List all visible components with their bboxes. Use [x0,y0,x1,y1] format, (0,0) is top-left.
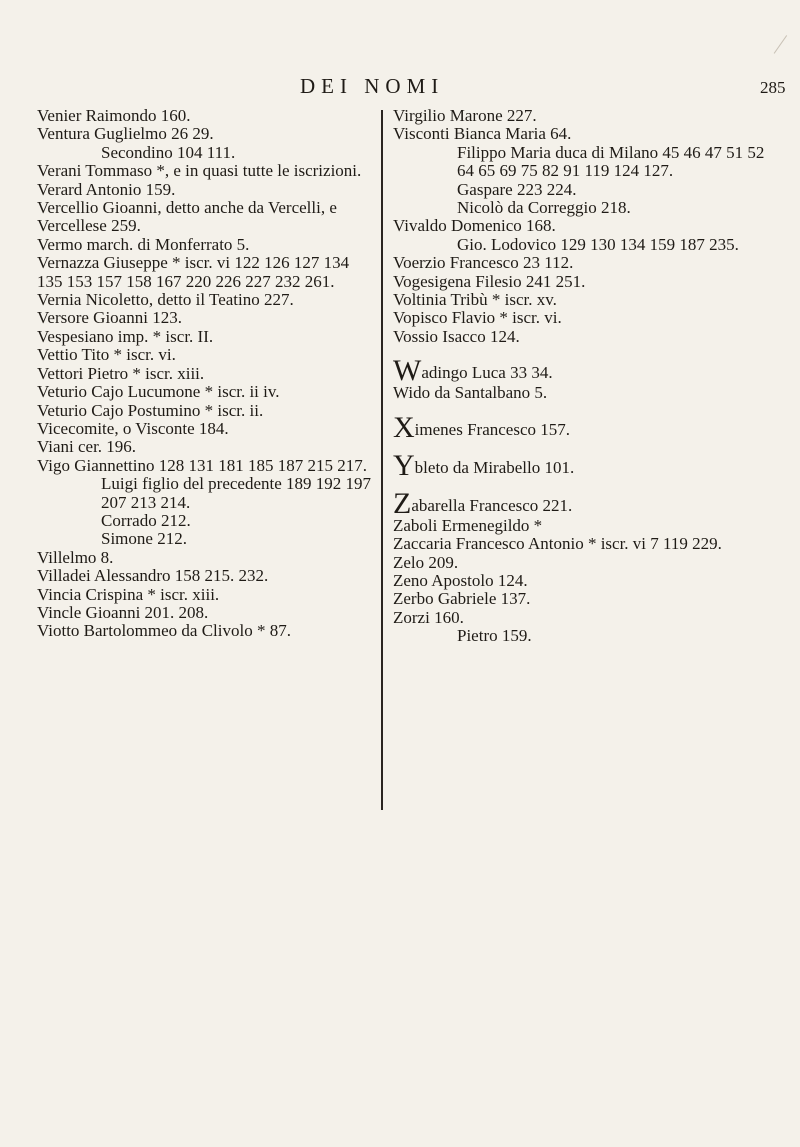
index-entry [37,512,375,530]
section-gap [393,403,765,415]
entry-text: Veturio Cajo Postumino * iscr. ii. [37,400,264,420]
column-divider [381,110,383,810]
index-entry [393,181,765,199]
entry-text: adingo Luca 33 34. [421,363,553,383]
entry-text: Vespesiano imp. * iscr. II. [37,326,214,346]
entry-text: bleto da Mirabello 101. [414,457,575,477]
entry-text: Voerzio Francesco 23 112. [393,253,574,273]
entry-text: Vigo Giannettino 128 131 181 185 187 215 217. [37,455,367,475]
index-entry [37,254,375,291]
entry-text: Vettori Pietro * iscr. xiii. [37,363,205,383]
entry-text: Villelmo 8. [37,547,114,567]
index-entry [37,622,375,640]
index-entry [37,309,375,327]
index-entry [393,486,765,520]
entry-text: Secondino 104 111. [101,142,236,162]
entry-text: Corrado 212. [101,510,191,530]
entry-text: Filippo Maria duca di Milano 45 46 47 51 52 64 65 69 75 82 91 119 124 127. [457,142,765,181]
entry-text: Verani Tommaso *, e in quasi tutte le iscrizioni. [37,161,362,181]
index-entry [37,457,375,475]
index-entry [393,535,765,553]
index-entry [37,328,375,346]
entry-text: Gio. Lodovico 129 130 134 159 187 235. [457,234,739,254]
index-entry [37,291,375,309]
section-initial: X [393,410,415,444]
entry-text: Voltinia Tribù * iscr. xv. [393,290,557,310]
index-entry [393,609,765,627]
index-entry [37,365,375,383]
entry-text: Vercellio Gioanni, detto anche da Vercelli, e Vercellese 259. [37,198,337,236]
entry-text: Vossio Isacco 124. [393,326,520,346]
index-entry [393,627,765,645]
entry-text: Viotto Bartolommeo da Clivolo * 87. [37,621,291,641]
index-entry [37,586,375,604]
index-entry [37,567,375,585]
page-header [0,74,800,104]
right-column [393,107,765,646]
section-gap [393,479,765,491]
entry-text: Gaspare 223 224. [457,179,577,199]
entry-text: Wido da Santalbano 5. [393,383,548,403]
section-initial: Z [393,486,412,520]
entry-text: Vincia Crispina * iscr. xiii. [37,584,220,604]
index-entry [37,162,375,180]
entry-text: Nicolò da Correggio 218. [457,198,631,218]
entry-text: Vettio Tito * iscr. vi. [37,345,176,365]
index-entry [37,475,375,512]
section-initial: W [393,354,422,388]
entry-text: Virgilio Marone 227. [393,106,537,125]
entry-text: Zelo 209. [393,552,459,572]
index-entry [37,107,375,125]
index-entry [393,448,765,482]
entry-text: Villadei Alessandro 158 215. 232. [37,566,269,586]
index-entry [37,402,375,420]
index-entry [393,384,765,402]
index-entry [37,181,375,199]
index-entry [393,273,765,291]
entry-text: Viani cer. 196. [37,437,137,457]
index-entry [393,517,765,535]
entry-text: Simone 212. [101,529,187,549]
index-entry [37,420,375,438]
entry-text: Pietro 159. [457,626,532,646]
index-entry [37,125,375,143]
index-entry [393,107,765,125]
index-entry [393,554,765,572]
index-entry [37,604,375,622]
page-mark [764,28,787,53]
index-entry [393,291,765,309]
index-entry [37,236,375,254]
index-entry [393,144,765,181]
index-entry [393,590,765,608]
entry-text: Visconti Bianca Maria 64. [393,124,572,144]
index-entry [393,572,765,590]
index-entry [37,383,375,401]
index-entry [393,354,765,388]
entry-text: imenes Francesco 157. [414,419,570,439]
entry-text: Vernia Nicoletto, detto il Teatino 227. [37,290,294,310]
entry-text: Vopisco Flavio * iscr. vi. [393,308,562,328]
index-entry [393,199,765,217]
index-entry [37,549,375,567]
index-entry [37,144,375,162]
index-entry [37,199,375,236]
section-initial: Y [393,448,415,482]
entry-text: Zerbo Gabriele 137. [393,589,531,609]
entry-text: Vincle Gioanni 201. 208. [37,602,209,622]
entry-text: Zaccaria Francesco Antonio * iscr. vi 7 119 229. [393,534,722,554]
section-gap [393,441,765,453]
entry-text: Ventura Guglielmo 26 29. [37,124,214,144]
index-entry [37,346,375,364]
entry-text: Versore Gioanni 123. [37,308,182,328]
entry-text: Luigi figlio del precedente 189 192 197 207 213 214. [101,474,372,512]
page-number: 285 [760,78,786,97]
index-entry [393,217,765,235]
index-entry [393,328,765,346]
entry-text: Veturio Cajo Lucumone * iscr. ii iv. [37,382,280,402]
entry-text: Vermo march. di Monferrato 5. [37,234,250,254]
index-entry [393,125,765,143]
entry-text: Vicecomite, o Visconte 184. [37,418,229,438]
entry-text: Zorzi 160. [393,607,464,627]
index-entry [393,236,765,254]
section-gap [393,346,765,358]
left-column [37,107,375,641]
entry-text: Zeno Apostolo 124. [393,570,528,590]
header-title: DEI NOMI [300,74,445,98]
entry-text: Zaboli Ermenegildo * [393,515,543,535]
entry-text: Vernazza Giuseppe * iscr. vi 122 126 127 134 135 153 157 158 167 220 226 227 232 261. [37,253,350,291]
entry-text: abarella Francesco 221. [411,495,573,515]
entry-text: Verard Antonio 159. [37,179,176,199]
entry-text: Vivaldo Domenico 168. [393,216,556,236]
entry-text: Venier Raimondo 160. [37,106,191,125]
entry-text: Vogesigena Filesio 241 251. [393,271,586,291]
index-entry [393,410,765,444]
index-entry [37,438,375,456]
index-entry [393,254,765,272]
index-entry [37,530,375,548]
index-entry [393,309,765,327]
